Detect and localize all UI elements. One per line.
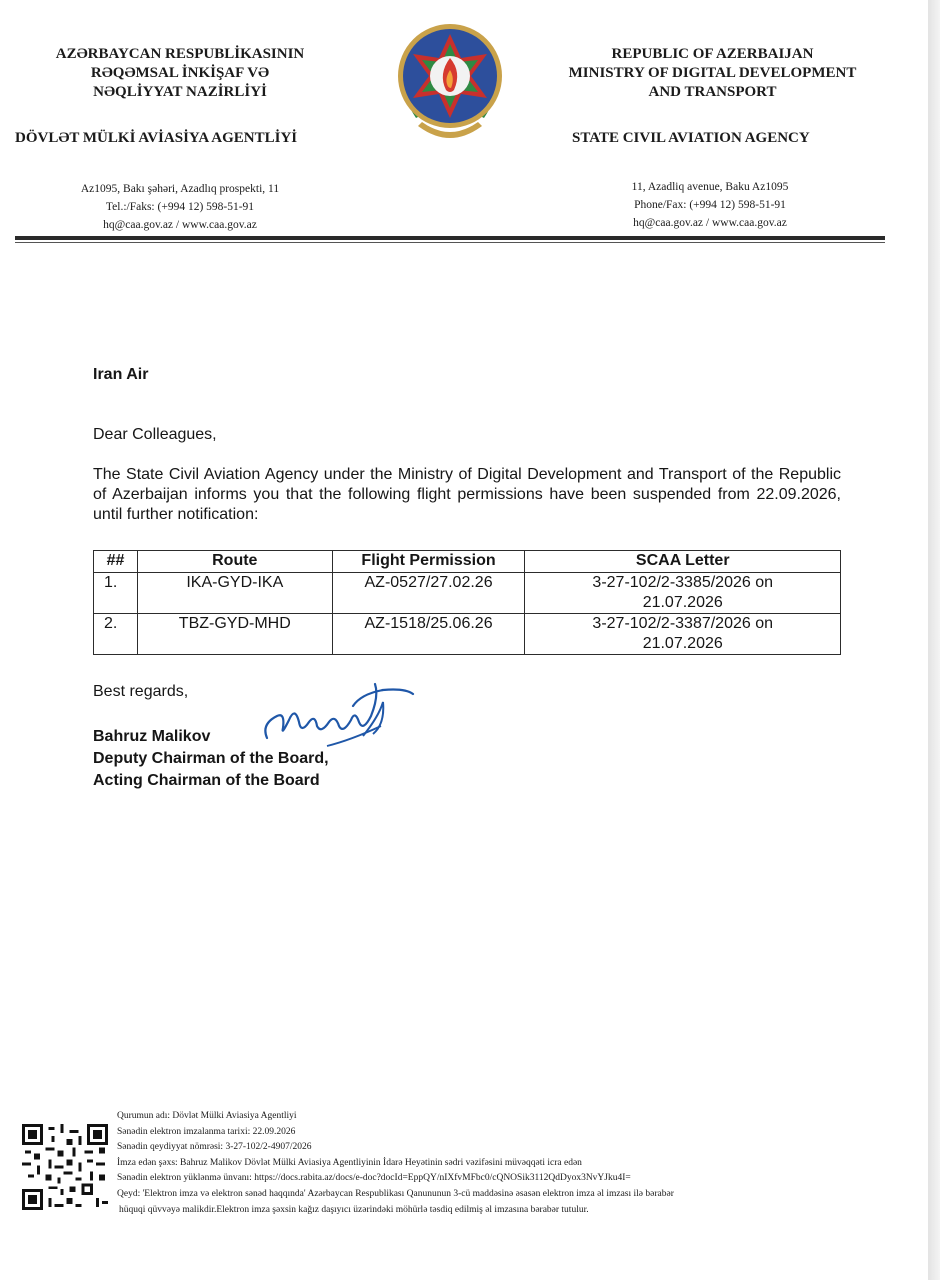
header-right-line: REPUBLIC OF AZERBAIJAN <box>611 46 814 62</box>
electronic-signature-info <box>117 1109 857 1218</box>
recipient: Iran Air <box>93 366 149 383</box>
email-web-line: hq@caa.gov.az / www.caa.gov.az <box>633 217 787 229</box>
footer-line: hüquqi qüvvəyə malikdir.Elektron imza şəxsin kağız daşıyıcı üzərindəki möhürlə təsdiq edilmiş əl imzasına bərabər tutulur. <box>119 1204 589 1215</box>
scaa-letter-date: 21.07.2026 <box>642 594 723 611</box>
column-header-number: ## <box>94 551 138 573</box>
signer-block <box>93 726 329 792</box>
footer-line: Qeyd: 'Elektron imza və elektron sənəd haqqında' Azərbaycan Respublikası Qanununun 3-cü maddəsinə əsasən elektron imza əl imzası ilə bərabər <box>117 1188 674 1199</box>
footer-line: İmza edən şəxs: Bahruz Malikov Dövlət Mülki Aviasiya Agentliyinin İdarə Heyətinin sədri vəzifəsini müvəqqəti icra edən <box>117 1157 582 1168</box>
greeting: Dear Colleagues, <box>93 426 217 443</box>
header-divider-thin <box>15 242 885 243</box>
body-paragraph: The State Civil Aviation Agency under the Ministry of Digital Development and Transport of the Republic of Azerbaijan informs you that the following flight permissions have been suspended from 22.09.2026, until further notification: <box>93 466 841 523</box>
header-left-line: AZƏRBAYCAN RESPUBLİKASININ <box>55 46 305 62</box>
closing: Best regards, <box>93 683 189 700</box>
permission-cell: AZ-1518/25.06.26 <box>332 614 525 655</box>
header-divider-thick <box>15 236 885 240</box>
scaa-letter-date: 21.07.2026 <box>642 635 723 652</box>
header-left-ministry <box>30 45 330 102</box>
column-header-route: Route <box>137 551 332 573</box>
footer-line: Sənədin elektron yüklənmə ünvanı: https://docs.rabita.az/docs/e-doc?docId=EppQY/nIXfvMFbc0/cQNOSik3112QdDyox3NvYJku4I= <box>117 1173 631 1184</box>
address-block-right <box>560 178 860 232</box>
email-web-line: hq@caa.gov.az / www.caa.gov.az <box>103 219 257 231</box>
header-right-line: AND TRANSPORT <box>648 84 777 100</box>
scaa-letter-line: 3-27-102/2-3385/2026 on <box>592 574 774 591</box>
column-header-scaa-letter: SCAA Letter <box>525 551 841 573</box>
permission-cell: AZ-0527/27.02.26 <box>332 573 525 614</box>
permissions-table <box>93 550 841 655</box>
signer-title: Deputy Chairman of the Board, <box>93 750 329 767</box>
signer-name: Bahruz Malikov <box>93 728 211 745</box>
phone-line: Tel.:/Faks: (+994 12) 598-51-91 <box>105 201 255 213</box>
table-header-row <box>94 551 841 573</box>
address-line: Az1095, Bakı şəhəri, Azadlıq prospekti, 11 <box>80 183 280 195</box>
scaa-letter-cell <box>525 614 841 655</box>
scaa-letter-cell <box>525 573 841 614</box>
address-block-left <box>30 180 330 234</box>
header-right-ministry <box>540 45 885 102</box>
qr-code-icon <box>22 1124 108 1210</box>
table-row <box>94 614 841 655</box>
header-right-line: MINISTRY OF DIGITAL DEVELOPMENT <box>568 65 857 81</box>
header-left-line: RƏQƏMSAL İNKİŞAF VƏ <box>90 65 270 81</box>
signer-title: Acting Chairman of the Board <box>93 772 320 789</box>
footer-line: Sənədin elektron imzalanma tarixi: 22.09.2026 <box>117 1126 296 1137</box>
route-cell: IKA-GYD-IKA <box>137 573 332 614</box>
footer-line: Sənədin qeydiyyat nömrəsi: 3-27-102/2-4907/2026 <box>117 1142 312 1153</box>
agency-name-azerbaijani: DÖVLƏT MÜLKİ AVİASİYA AGENTLİYİ <box>15 130 298 146</box>
address-line: 11, Azadliq avenue, Baku Az1095 <box>631 181 789 193</box>
column-header-flight-permission: Flight Permission <box>332 551 525 573</box>
azerbaijan-state-emblem-icon <box>388 18 512 150</box>
row-number: 1. <box>94 573 138 614</box>
header-left-line: NƏQLİYYAT NAZİRLİYİ <box>93 84 267 100</box>
table-row <box>94 573 841 614</box>
scaa-letter-line: 3-27-102/2-3387/2026 on <box>592 615 774 632</box>
agency-name-english: STATE CIVIL AVIATION AGENCY <box>572 130 810 146</box>
route-cell: TBZ-GYD-MHD <box>137 614 332 655</box>
phone-line: Phone/Fax: (+994 12) 598-51-91 <box>634 199 786 211</box>
page-edge-shadow <box>928 0 940 1280</box>
row-number: 2. <box>94 614 138 655</box>
footer-line: Qurumun adı: Dövlət Mülki Aviasiya Agentliyi <box>117 1111 297 1121</box>
